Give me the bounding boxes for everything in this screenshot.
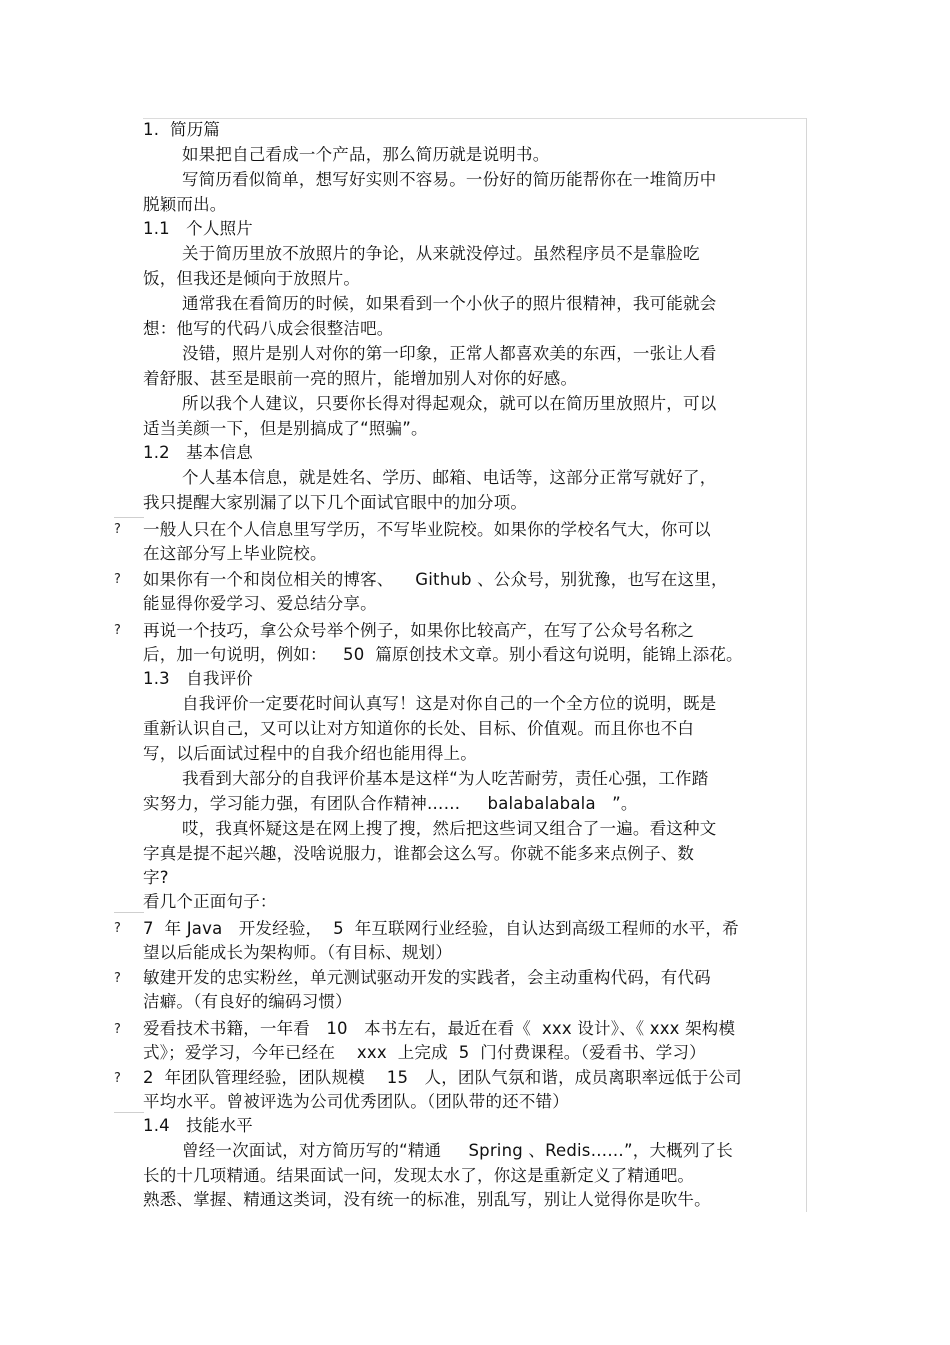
subsection-heading: 1.2 基本信息 <box>143 443 253 462</box>
paragraph-line: 字真是提不起兴趣，没啥说服力，谁都会这么写。你就不能多来点例子、数 <box>143 844 695 863</box>
list-item-line: 洁癖。（有良好的编码习惯） <box>143 992 352 1011</box>
paragraph-line: 着舒服、甚至是眼前一亮的照片，能增加别人对你的好感。 <box>143 369 578 388</box>
paragraph-line: 曾经一次面试，对方简历写的“精通 Spring 、Redis……”，大概列了长 <box>182 1141 733 1160</box>
bullet-marker: ? <box>114 1022 121 1037</box>
list-item-line: 一般人只在个人信息里写学历，不写毕业院校。如果你的学校名气大，你可以 <box>143 520 711 539</box>
list-item-line: 敏建开发的忠实粉丝，单元测试驱动开发的实践者，会主动重构代码，有代码 <box>143 968 711 987</box>
paragraph-line: 脱颖而出。 <box>143 195 227 214</box>
list-item-line: 再说一个技巧，拿公众号举个例子，如果你比较高产，在写了公众号名称之 <box>143 621 695 640</box>
paragraph-line: 自我评价一定要花时间认真写！这是对你自己的一个全方位的说明，既是 <box>182 694 717 713</box>
paragraph-line: 通常我在看简历的时候，如果看到一个小伙子的照片很精神，我可能就会 <box>182 294 717 313</box>
paragraph-line: 适当美颜一下，但是别搞成了“照骗”。 <box>143 419 428 438</box>
paragraph-line: 饭，但我还是倾向于放照片。 <box>143 269 361 288</box>
paragraph-line: 字? <box>143 868 169 887</box>
paragraph-line: 想：他写的代码八成会很整洁吧。 <box>143 319 394 338</box>
list-item-line: 爱看技术书籍，一年看 10 本书左右，最近在看《 xxx 设计》、《 xxx 架构模 <box>143 1019 736 1038</box>
paragraph-line: 我只提醒大家别漏了以下几个面试官眼中的加分项。 <box>143 493 528 512</box>
paragraph-line: 哎，我真怀疑这是在网上搜了搜，然后把这些词又组合了一遍。看这种文 <box>182 819 717 838</box>
bullet-marker: ? <box>114 522 121 537</box>
paragraph-line: 写，以后面试过程中的自我介绍也能用得上。 <box>143 744 477 763</box>
paragraph-line: 熟悉、掌握、精通这类词，没有统一的标准，别乱写，别让人觉得你是吹牛。 <box>143 1190 711 1209</box>
bullet-marker: ? <box>114 971 121 986</box>
paragraph-line: 个人基本信息，就是姓名、学历、邮箱、电话等，这部分正常写就好了， <box>182 468 717 487</box>
paragraph-line: 所以我个人建议，只要你长得对得起观众，就可以在简历里放照片，可以 <box>182 394 717 413</box>
list-item-line: 如果你有一个和岗位相关的博客、 Github 、公众号，别犹豫，也写在这里， <box>143 570 728 589</box>
subsection-heading: 1.4 技能水平 <box>143 1116 253 1135</box>
table-border-top <box>143 118 807 119</box>
bullet-marker: ? <box>114 572 121 587</box>
paragraph-line: 写简历看似简单，想写好实则不容易。一份好的简历能帮你在一堆简历中 <box>182 170 717 189</box>
table-border-right <box>806 118 807 1212</box>
paragraph-line: 我看到大部分的自我评价基本是这样“为人吃苦耐劳，责任心强，工作踏 <box>182 769 709 788</box>
row-divider <box>114 1112 144 1113</box>
list-item-line: 在这部分写上毕业院校。 <box>143 544 327 563</box>
bullet-marker: ? <box>114 623 121 638</box>
paragraph-line: 如果把自己看成一个产品，那么简历就是说明书。 <box>182 145 550 164</box>
paragraph-line: 关于简历里放不放照片的争论，从来就没停过。虽然程序员不是靠脸吃 <box>182 244 700 263</box>
list-item-line: 后，加一句说明，例如： 50 篇原创技术文章。别小看这句说明，能锦上添花。 <box>143 645 743 664</box>
paragraph-line: 长的十几项精通。结果面试一问，发现太水了，你这是重新定义了精通吧。 <box>143 1166 695 1185</box>
row-divider <box>114 912 144 913</box>
paragraph-line: 实努力，学习能力强，有团队合作精神…… balabalabala ”。 <box>143 794 638 813</box>
paragraph-line: 重新认识自己，又可以让对方知道你的长处、目标、价值观。而且你也不白 <box>143 719 695 738</box>
list-item-line: 7 年 Java 开发经验， 5 年互联网行业经验，自认达到高级工程师的水平，希 <box>143 919 739 938</box>
subsection-heading: 1.3 自我评价 <box>143 669 253 688</box>
list-item-line: 式》；爱学习，今年已经在 xxx 上完成 5 门付费课程。（爱看书、学习） <box>143 1043 706 1062</box>
list-item-line: 望以后能成长为架构师。（有目标、规划） <box>143 943 453 962</box>
section-heading: 1. 简历篇 <box>143 120 221 139</box>
bullet-marker: ? <box>114 921 121 936</box>
subsection-heading: 1.1 个人照片 <box>143 219 253 238</box>
list-item-line: 平均水平。曾被评选为公司优秀团队。（团队带的还不错） <box>143 1092 569 1111</box>
paragraph-line: 没错，照片是别人对你的第一印象，正常人都喜欢美的东西，一张让人看 <box>182 344 717 363</box>
paragraph-line: 看几个正面句子： <box>143 892 277 911</box>
bullet-marker: ? <box>114 1071 121 1086</box>
list-item-line: 2 年团队管理经验，团队规模 15 人，团队气氛和谐，成员离职率远低于公司 <box>143 1068 742 1087</box>
list-item-line: 能显得你爱学习、爱总结分享。 <box>143 594 377 613</box>
